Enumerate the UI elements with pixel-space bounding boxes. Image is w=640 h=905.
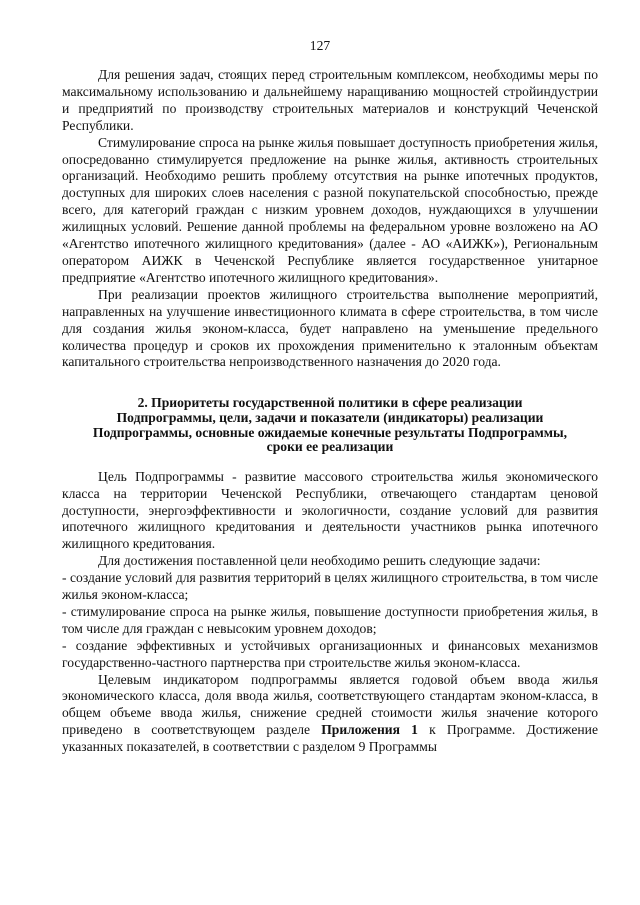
paragraph-target-indicator	[62, 672, 598, 757]
section-heading-line: 2. Приоритеты государственной политики в сфере реализации	[137, 395, 523, 411]
task-item: - стимулирование спроса на рынке жилья, повышение доступности приобретения жилья, в том числе для граждан с невысоким уровнем доходов;	[62, 603, 598, 636]
appendix-reference: Приложения 1	[321, 722, 418, 738]
paragraph-demand-stimulation: Стимулирование спроса на рынке жилья повышает доступность приобретения жилья, опосредованно стимулируется предложение на рынке жилья, активность строительных организаций. Необходимо решить проблему отсутствия на рынке ипотечных продуктов, доступных для широких слоев населения с разной покупательской способностью, прежде всего, для категорий граждан с низким уровнем доходов, нуждающихся в улучшении жилищных условий. Решение данной проблемы на федеральном уровне возложено на АО «Агентство ипотечного жилищного кредитования» (далее - АО «АИЖК»), Региональным оператором АИЖК в Чеченской Республике является государственное унитарное предприятие «Агентство ипотечного жилищного кредитования».	[62, 134, 598, 285]
section-heading	[62, 396, 598, 454]
paragraph-subprogram-goal: Цель Подпрограммы - развитие массового строительства жилья экономического класса на территории Чеченской Республики, отвечающего стандартам ценовой доступности, энергоэффективности и экологичности, создание условий для развития ипотечного жилищного кредитования и деятельности участников рынка ипотечного жилищного кредитования.	[62, 468, 598, 552]
paragraph-construction-measures: Для решения задач, стоящих перед строительным комплексом, необходимы меры по максимальному использованию и дальнейшему наращиванию мощностей стройиндустрии и предприятий по производству строительных материалов и конструкций Чеченской Республики.	[62, 67, 598, 133]
target-indicator-text: Целевым индикатором подпрограммы является годовой объем ввода жилья экономического класса, доля ввода жилья, соответствующего стандартам эконом-класса, в общем объеме ввода жилья, снижение средней стоимости жилья значение которого приведено в соответствующем разделе	[62, 671, 598, 738]
page-number: 127	[309, 38, 331, 53]
paragraph-investment-climate: При реализации проектов жилищного строительства выполнение мероприятий, направленных на улучшение инвестиционного климата в сфере строительства, в том числе для создания жилья эконом-класса, будет направлено на уменьшение предельного количества процедур и сроков их прохождения применительно к эталонным объектам капитального строительства непроизводственного назначения до 2020 года.	[62, 286, 598, 370]
document-body	[62, 67, 598, 756]
task-item: - создание условий для развития территорий в целях жилищного строительства, в том числе жилья эконом-класса;	[62, 570, 598, 603]
task-item: - создание эффективных и устойчивых организационных и финансовых механизмов государственно-частного партнерства при строительстве жилья эконом-класса.	[62, 637, 598, 670]
section-heading-line: Подпрограммы, цели, задачи и показатели (индикаторы) реализации	[116, 409, 544, 425]
target-indicator-text-end: к Программе. Достижение указанных показателей, в соответствии с разделом 9 Программы	[62, 722, 598, 755]
section-heading-line: Подпрограммы, основные ожидаемые конечные результаты Подпрограммы,	[92, 424, 568, 440]
section-heading-line: сроки ее реализации	[266, 439, 394, 455]
paragraph-tasks-intro: Для достижения поставленной цели необходимо решить следующие задачи:	[98, 553, 541, 569]
